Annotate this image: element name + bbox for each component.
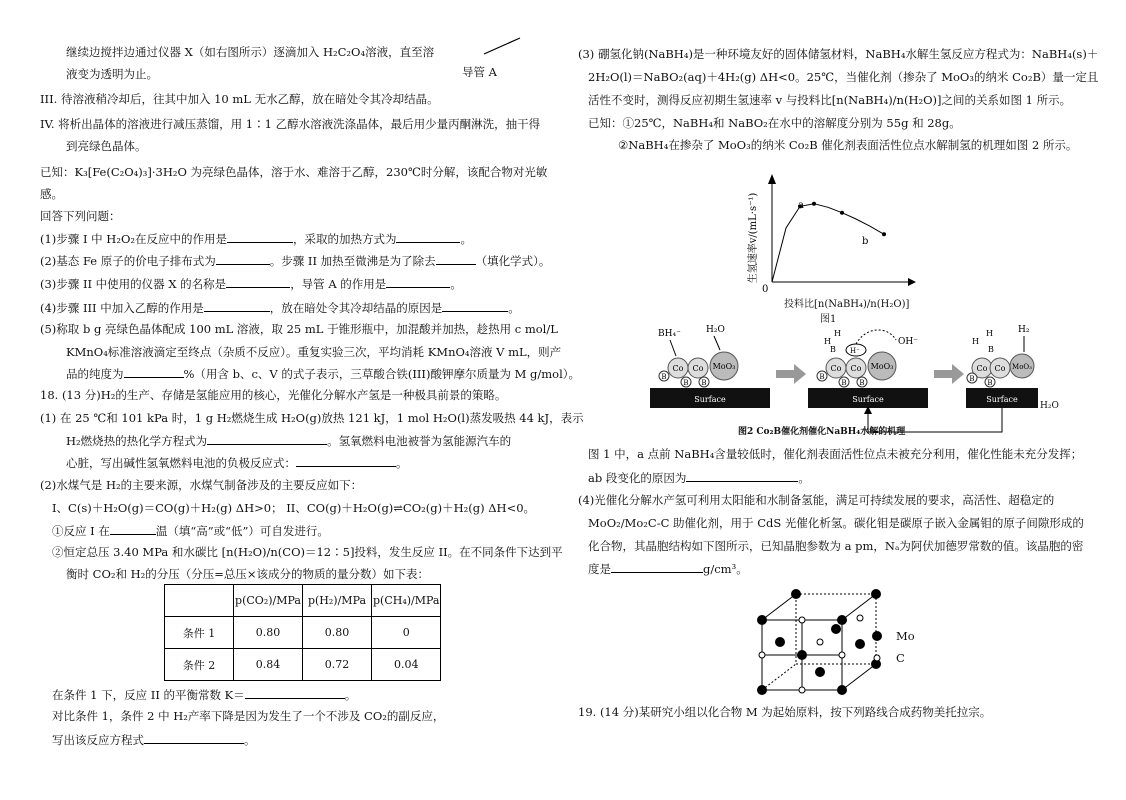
h2-label: H₂ [1018,325,1030,335]
step-arrow [934,364,964,384]
svg-text:Co: Co [830,364,842,373]
origin-label: 0 [762,284,769,295]
svg-text:B: B [969,375,975,383]
table-header: p(CO₂)/MPa [234,585,303,617]
text-line: ①反应 I 在 温（填“高”或“低”）可自发进行。 [52,524,329,538]
answer-blank[interactable] [207,432,327,445]
text-line: 度是 g/cm³。 [588,562,748,576]
text-line: 感。 [40,187,63,201]
data-point [812,202,816,206]
text-line: IV. 将析出晶体的溶液进行减压蒸馏，用 1∶1 乙醇水溶液洗涤晶体，最后用少量丙酮淋洗，抽干得 [40,117,541,131]
svg-text:Co: Co [994,364,1006,373]
text-line: 图 1 中，a 点前 NaBH₄含量较低时，催化剂表面活性位点未被充分利用，催化性能未充分发挥； [588,447,1083,461]
text-line: 2H₂O(l)＝NaBO₂(aq)＋4H₂(g) ΔH<0。25℃，当催化剂（掺杂了 MoO₃的纳米 Co₂B）量一定且 [588,70,1099,84]
svg-text:H: H [824,337,831,346]
oh-label: OH⁻ [898,337,918,347]
text-line: 品的纯度为 %（用含 b、c、V 的式子表示，三草酸合铁(III)酸钾摩尔质量为 M g/mol）。 [66,367,581,381]
svg-text:Co: Co [850,364,862,373]
text-line: H₂燃烧热的热化学方程式为 。氢氧燃料电池被誉为氢能源汽车的 [66,434,512,448]
answer-blank[interactable] [204,299,270,312]
text-line: 已知：K₃[Fe(C₂O₄)₃]·3H₂O 为亮绿色晶体，溶于水、难溶于乙醇，230℃时分解，该配合物对光敏 [40,165,548,179]
question-19: 19. (14 分)某研究小组以化合物 M 为起始原料，按下列路线合成药物美托拉宗。 [578,705,992,719]
legend-mo: Mo [896,629,915,643]
text-line: 衡时 CO₂和 H₂的分压（分压=总压×该成分的物质的量分数）如下表： [66,567,430,581]
svg-text:B: B [701,379,707,387]
point-b-label: b [862,236,869,247]
question-5: (5)称取 b g 亮绿色晶体配成 100 mL 溶液，取 25 mL 于锥形瓶中，加混酸并加热，趁热用 c mol/L [40,322,558,336]
text-line: 液变为透明为止。 [66,67,158,81]
answer-blank[interactable] [396,230,460,243]
text-line: III. 待溶液稍冷却后，往其中加入 10 mL 无水乙醇，放在暗处令其冷却结晶。 [40,92,439,106]
question-3: (3)步骤 II 中使用的仪器 X 的名称是 ，导管 A 的作用是 。 [40,277,462,291]
text-line: (2)水煤气是 H₂的主要来源，水煤气制备涉及的主要反应如下： [40,478,363,492]
svg-text:B: B [859,379,865,387]
answer-blank[interactable] [144,731,244,744]
tube-diagram [478,36,538,56]
legend-markers [870,630,884,670]
svg-text:MoO₃: MoO₃ [712,362,736,371]
figure-1-chart [736,170,916,312]
svg-text:Co: Co [672,364,684,373]
h2o-label: H₂O [706,325,725,335]
text-line: 已知：①25℃，NaBH₄和 NaBO₂在水中的溶解度分别为 55g 和 28g。 [588,116,961,130]
text-line: 在条件 1 下，反应 II 的平衡常数 K＝ 。 [52,688,357,702]
question-18: 18. (13 分)H₂的生产、存储是氢能应用的核心，光催化分解水产氢是一种极具前景的策略。 [40,388,507,402]
text-line: 对比条件 1，条件 2 中 H₂产率下降是因为发生了一个不涉及 CO₂的副反应， [52,709,445,723]
text-line: 到亮绿色晶体。 [66,139,147,153]
data-point [882,232,886,236]
answer-blank[interactable] [124,365,184,378]
text-line: KMnO₄标准溶液滴定至终点（杂质不反应）。重复实验三次，平均消耗 KMnO₄溶液 V mL，则产 [66,345,562,359]
step-arrow [776,364,806,384]
answer-blank[interactable] [226,275,290,288]
answer-blank[interactable] [436,252,476,265]
table-header: p(CH₄)/MPa [372,585,441,617]
text-line: 写出该反应方程式 。 [52,733,256,747]
text-line: 继续边搅拌边通过仪器 X（如右图所示）逐滴加入 H₂C₂O₄溶液，直至溶 [66,45,435,59]
answer-blank[interactable] [386,275,450,288]
svg-text:B: B [987,379,993,387]
text-line: (3) 硼氢化钠(NaBH₄)是一种环境友好的固体储氢材料，NaBH₄水解生氢反应方程式为：NaBH₄(s)＋ [578,47,1099,61]
figure-2-caption: 图2 Co₂B催化剂催化NaBH₄水解的机理 [738,427,906,437]
point-a-label: a [798,200,804,211]
y-axis-label: 生氢速率v/(mL·s⁻¹) [748,192,759,284]
text-line: ②NaBH₄在掺杂了 MoO₃的纳米 Co₂B 催化剂表面活性位点水解制氢的机理如图 2 所示。 [618,138,1078,152]
question-2: (2)基态 Fe 原子的价电子排布式为 。步骤 II 加热至微沸是为了除去 （填化学式）。 [40,254,551,268]
table-row: 条件 1 0.80 0.80 0 [165,617,441,649]
answer-blank[interactable] [216,252,270,265]
tube-label: 导管 A [462,65,497,79]
text-line: MoO₂/Mo₂C-C 助催化剂，用于 CdS 光催化析氢。碳化钼是碳原子嵌入金属钼的原子间隙形成的 [588,516,1084,530]
question-4: (4)步骤 III 中加入乙醇的作用是 ，放在暗处令其冷却结晶的原因是 。 [40,301,520,315]
svg-text:H⁻: H⁻ [850,347,860,355]
table-header-row [165,585,441,617]
text-line: 化合物，其晶胞结构如下图所示，已知晶胞参数为 a pm，Nₐ为阿伏加德罗常数的值。该晶胞的密 [588,539,1084,553]
surface-label: Surface [694,395,726,404]
answer-blank[interactable] [611,560,703,573]
svg-text:H: H [972,337,979,346]
svg-text:Co: Co [692,364,704,373]
y-axis-arrow [768,174,776,184]
text-line: (1) 在 25 ℃和 101 kPa 时，1 g H₂燃烧生成 H₂O(g)放热 121 kJ，1 mol H₂O(l)蒸发吸热 44 kJ，表示 [40,411,584,425]
svg-text:Co: Co [976,364,988,373]
x-axis-arrow [908,278,916,286]
svg-text:B: B [988,345,994,354]
svg-text:B: B [830,345,836,354]
figure-1-caption: 图1 [820,314,837,325]
text-line: 心脏，写出碱性氢氧燃料电池的负极反应式： 。 [66,456,408,470]
legend-c: C [896,651,905,665]
svg-text:H: H [834,329,841,338]
data-points [798,202,886,237]
svg-text:Surface: Surface [852,395,884,404]
svg-text:B: B [841,379,847,387]
table-header: p(H₂)/MPa [303,585,372,617]
reaction-equations: I、C(s)＋H₂O(g)＝CO(g)＋H₂(g) ΔH>0； II、CO(g)＋H₂O(g)⇌CO₂(g)＋H₂(g) ΔH<0。 [52,501,536,515]
answer-blank[interactable] [110,522,156,535]
text-line: (4)光催化分解水产氢可利用太阳能和水制备氢能，满足可持续发展的要求，高活性、超稳定的 [578,493,1055,507]
text-line: ②恒定总压 3.40 MPa 和水碳比 [n(H₂O)/n(CO)＝12∶5]投料，发生反应 II。在不同条件下达到平 [52,545,563,559]
svg-text:MoO₃: MoO₃ [1012,363,1032,371]
svg-text:MoO₃: MoO₃ [870,362,894,371]
c-atoms [759,615,863,693]
question-1: (1)步骤 I 中 H₂O₂在反应中的作用是 ，采取的加热方式为 。 [40,232,472,246]
text-line: 活性不变时，测得反应初期生氢速率 v 与投料比[n(NaBH₄)/n(H₂O)]之间的关系如图 1 所示。 [588,93,1072,107]
figure-2-mechanism [620,322,1040,440]
h2o-label-outside: H₂O [1040,401,1059,411]
answer-blank[interactable] [296,454,396,467]
table-row: 条件 2 0.84 0.72 0.04 [165,649,441,681]
answer-blank[interactable] [686,469,798,482]
text-line: 回答下列问题： [40,209,121,223]
answer-blank[interactable] [442,299,508,312]
bh4-label: BH₄⁻ [658,329,681,339]
x-axis-label: 投料比[n(NaBH₄)/n(H₂O)] [784,299,910,310]
svg-text:B: B [819,373,825,381]
pressure-table [164,584,441,681]
text-line: ab 段变化的原因为 。 [588,471,810,485]
data-point [840,211,844,215]
svg-text:H: H [986,329,993,338]
svg-text:B: B [683,379,689,387]
svg-text:Surface: Surface [986,395,1018,404]
svg-text:B: B [661,373,667,381]
answer-blank[interactable] [245,686,345,699]
answer-blank[interactable] [227,230,293,243]
